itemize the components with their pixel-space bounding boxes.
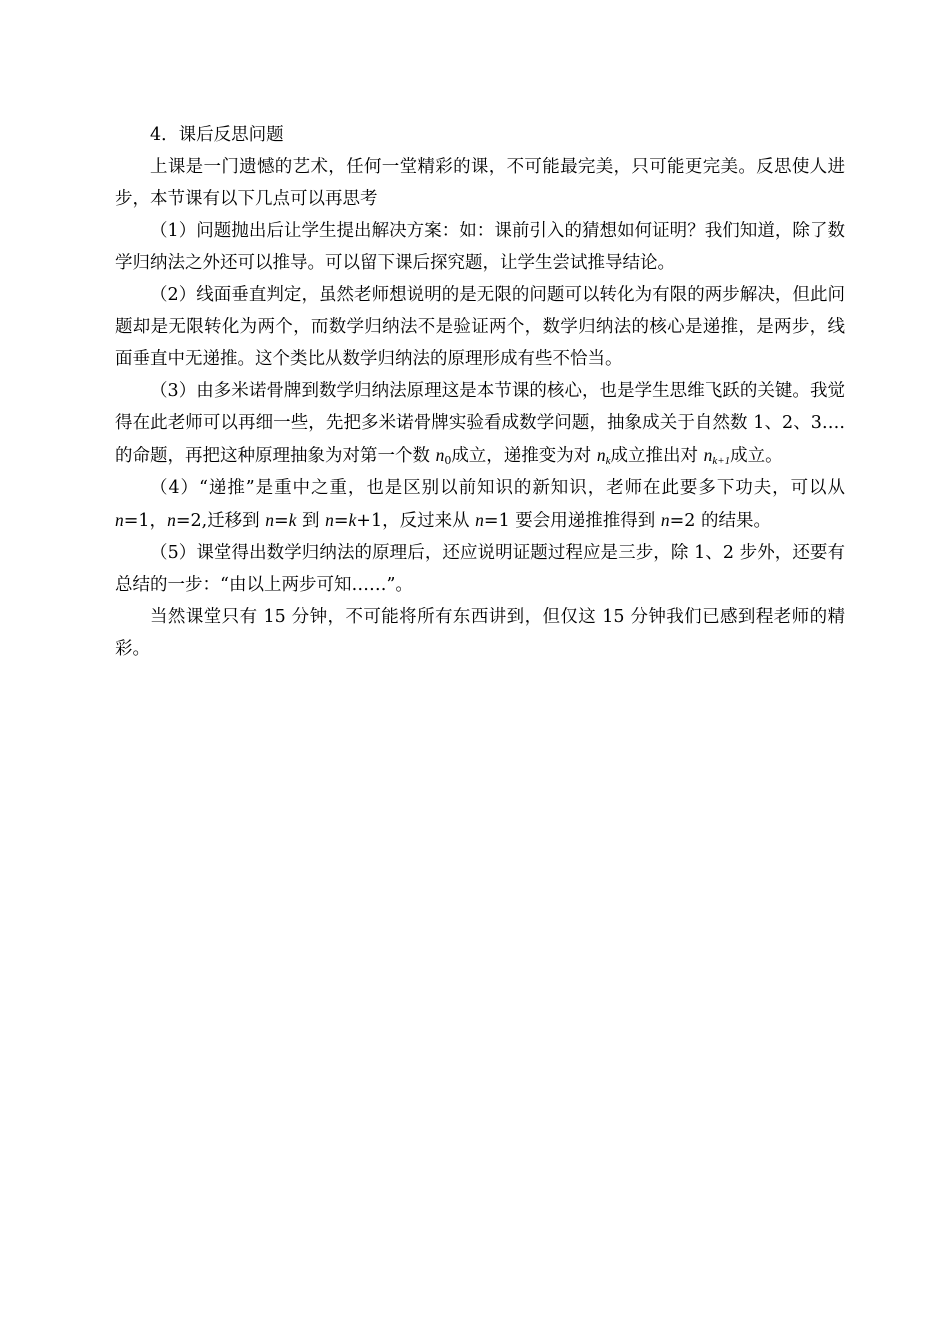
math-var-n: n [660,510,670,530]
item4-text: =1 要会用递推推得到 [483,511,661,531]
math-var-n: n [703,445,713,465]
reflection-item-3 [115,375,845,472]
reflection-item-1: （1）问题抛出后让学生提出解决方案：如：课前引入的猜想如何证明？我们知道，除了数学归纳法之外还可以推导。可以留下课后探究题，让学生尝试推导结论。 [115,221,845,273]
document-body [115,119,845,665]
item3-text-c: 成立推出对 [610,446,704,466]
item3-text-b: 成立，递推变为对 [451,446,597,466]
item4-text: =2,迁移到 [175,511,266,531]
reflection-item-5: （5）课堂得出数学归纳法的原理后，还应说明证题过程应是三步，除 1、2 步外，还要有总结的一步：“由以上两步可知……”。 [115,543,845,595]
section-heading: 4．课后反思问题 [150,125,284,145]
item3-text-d: 成立。 [730,446,783,466]
item4-text: = [333,511,349,531]
math-var-k: k [348,510,357,530]
math-var-n: n [435,445,445,465]
item4-text: =2 的结果。 [669,511,771,531]
item4-text: =1， [123,511,168,531]
reflection-item-4 [115,472,845,537]
math-var-n: n [265,510,274,530]
item4-text: 到 [296,511,326,531]
item4-text-a: （4）“递推”是重中之重，也是区别以前知识的新知识，老师在此要多下功夫，可以从 [150,478,845,498]
item4-text: = [274,511,289,531]
math-subscript-k: k [605,455,611,467]
closing-paragraph: 当然课堂只有 15 分钟，不可能将所有东西讲到，但仅这 15 分钟我们已感到程老师的精彩。 [115,607,845,659]
math-subscript-0: 0 [444,454,452,467]
math-var-n: n [325,510,334,530]
math-var-n: n [475,510,484,530]
math-var-n: n [115,510,124,530]
math-subscript-k-plus-1: k+1 [712,455,731,467]
item3-text-a: （3）由多米诺骨牌到数学归纳法原理这是本节课的核心，也是学生思维飞跃的关键。我觉得在此老师可以再细一些，先把多米诺骨牌实验看成数学问题，抽象成关于自然数 1、2、3….的命题，再把这种原理抽象为对第一个数 [115,381,845,466]
reflection-item-2: （2）线面垂直判定，虽然老师想说明的是无限的问题可以转化为有限的两步解决，但此问题却是无限转化为两个，而数学归纳法不是验证两个，数学归纳法的核心是递推，是两步，线面垂直中无递推。这个类比从数学归纳法的原理形成有些不恰当。 [115,285,845,369]
math-var-n: n [167,510,176,530]
math-var-n: n [596,445,606,465]
item4-text: +1，反过来从 [356,511,476,531]
math-var-k: k [288,510,297,530]
intro-paragraph: 上课是一门遗憾的艺术，任何一堂精彩的课，不可能最完美，只可能更完美。反思使人进步，本节课有以下几点可以再思考 [115,157,845,209]
